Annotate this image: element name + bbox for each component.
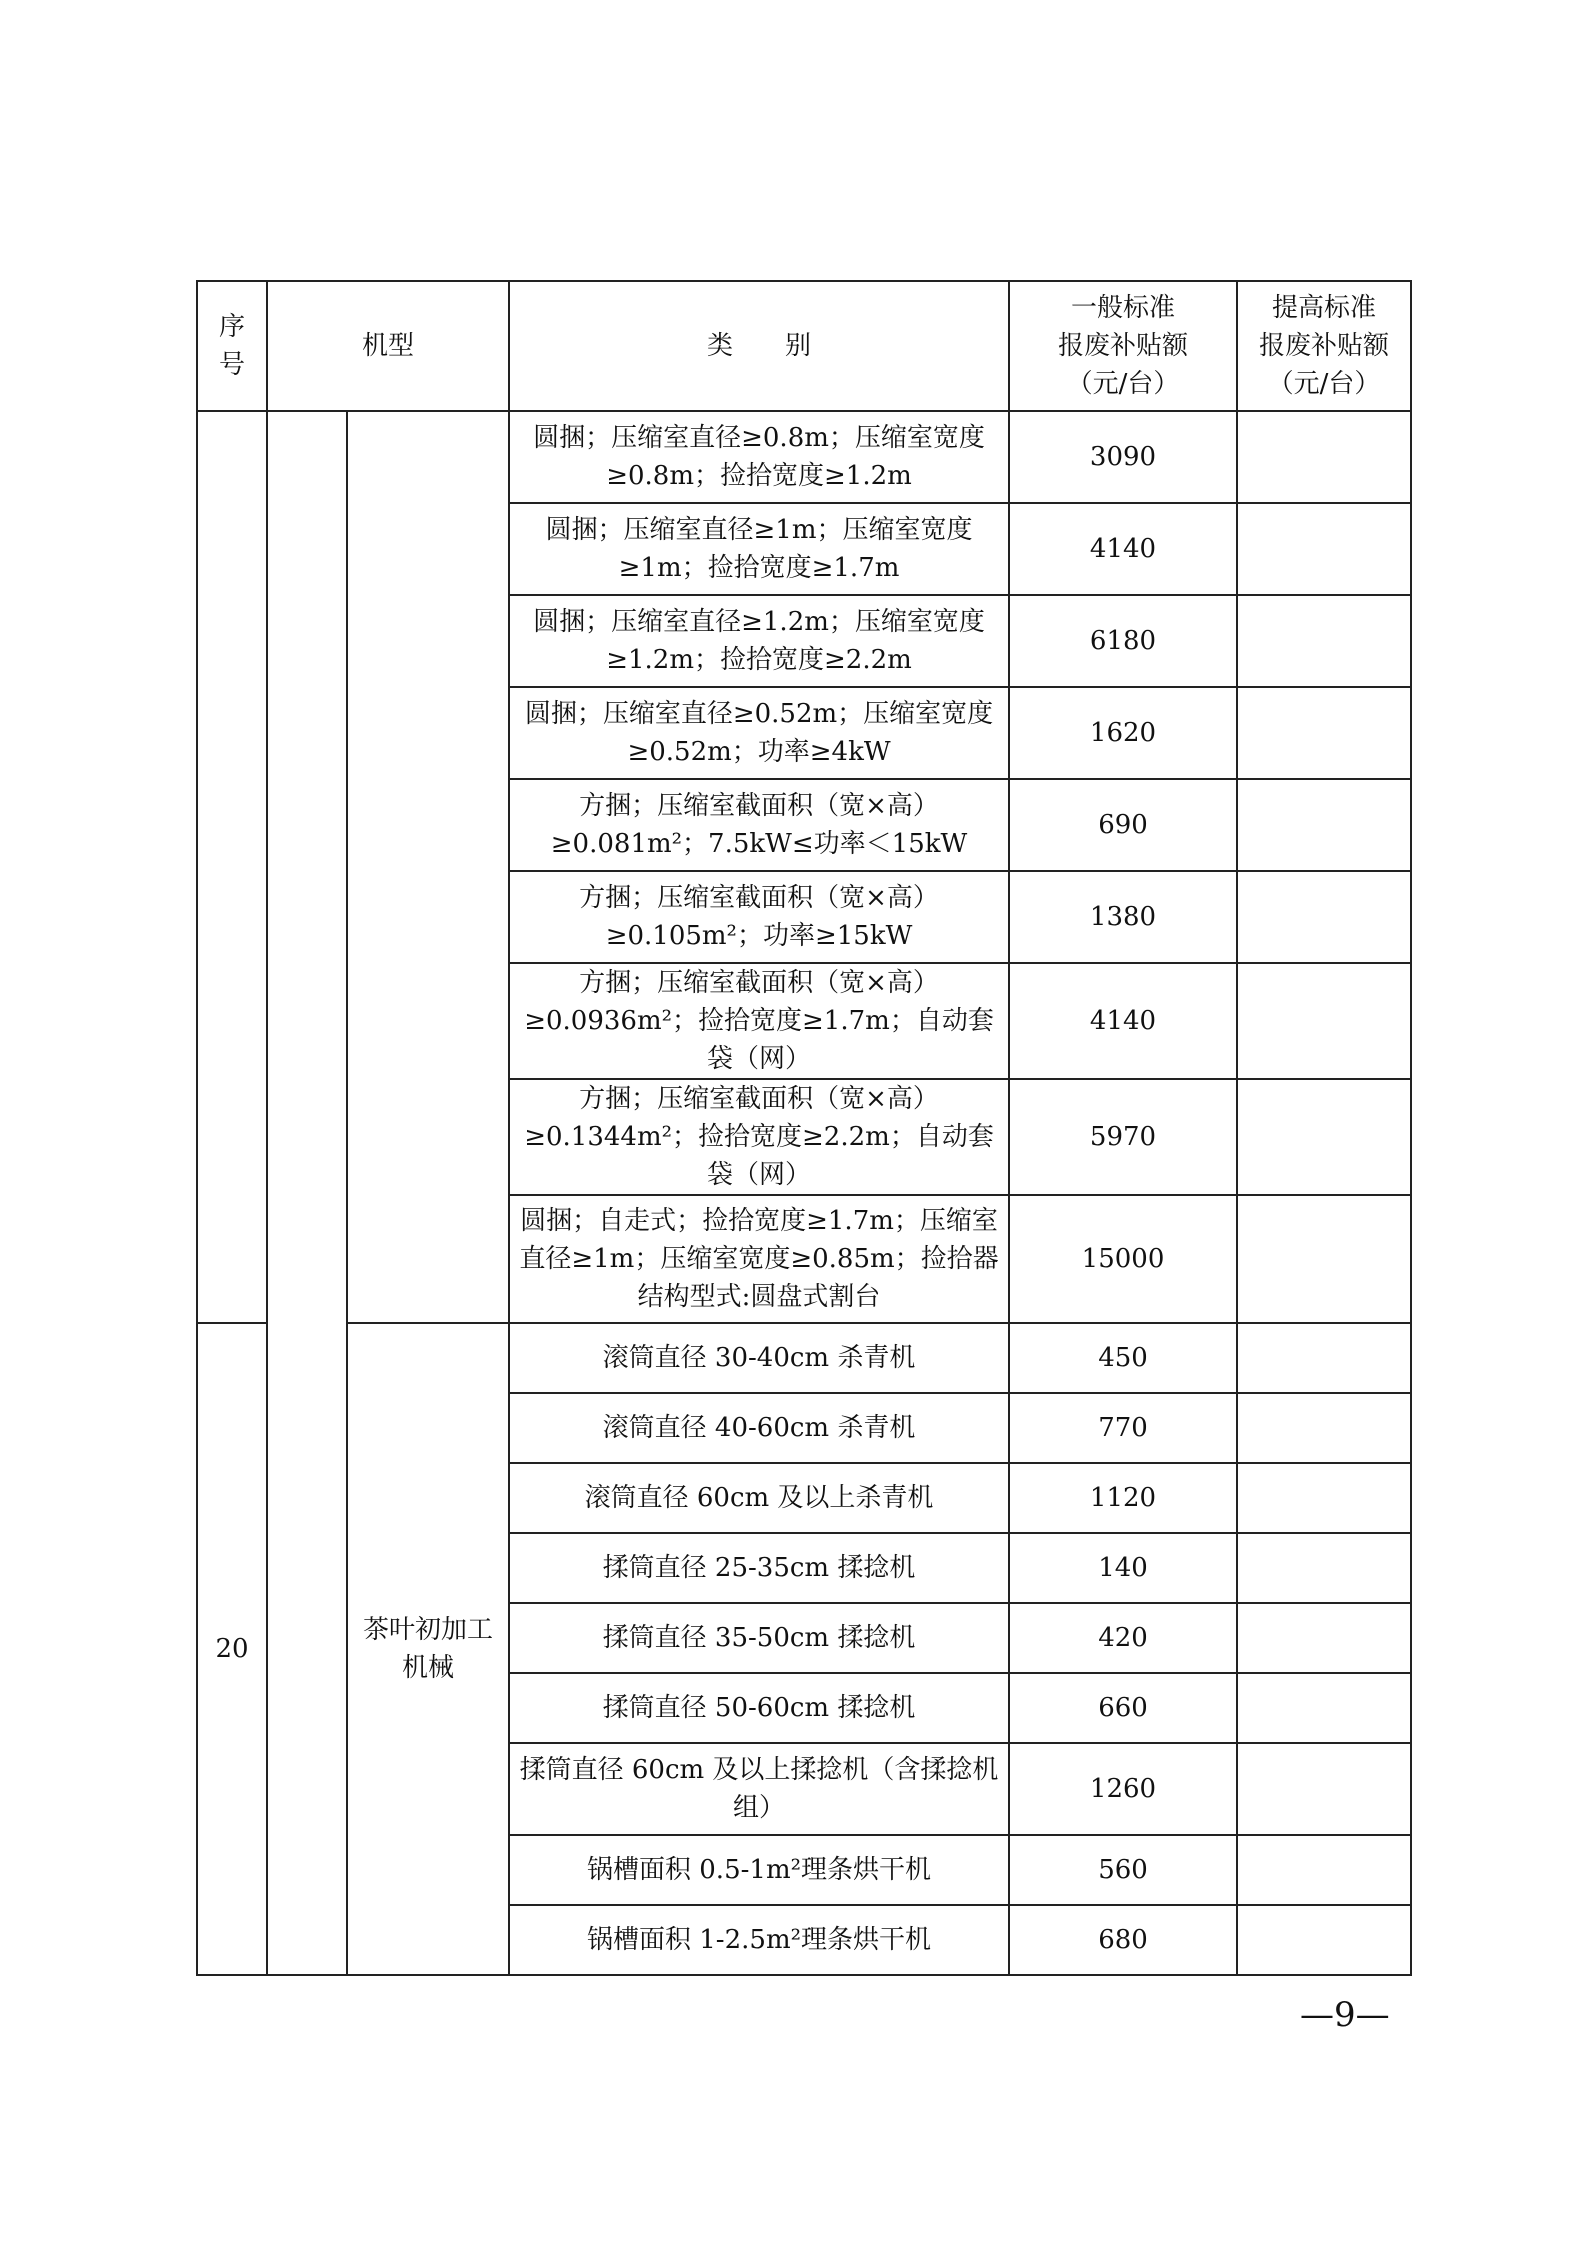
subsidy-table: [196, 280, 1412, 1976]
spacer-cell: [267, 411, 347, 1975]
raised-cell: [1237, 779, 1411, 871]
general-cell: 3090: [1009, 411, 1237, 503]
raised-cell: [1237, 1673, 1411, 1743]
category-cell: 揉筒直径 35-50cm 揉捻机: [509, 1603, 1009, 1673]
category-cell: 圆捆；压缩室直径≥0.52m；压缩室宽度≥0.52m；功率≥4kW: [509, 687, 1009, 779]
general-cell: 15000: [1009, 1195, 1237, 1323]
table-row: [197, 1323, 1411, 1393]
raised-cell: [1237, 687, 1411, 779]
raised-cell: [1237, 1603, 1411, 1673]
header-raised: 提高标准 报废补贴额 （元/台）: [1237, 281, 1411, 411]
general-cell: 450: [1009, 1323, 1237, 1393]
model-cell: 茶叶初加工机械: [347, 1323, 509, 1975]
category-cell: 滚筒直径 60cm 及以上杀青机: [509, 1463, 1009, 1533]
raised-cell: [1237, 1323, 1411, 1393]
general-cell: 5970: [1009, 1079, 1237, 1195]
raised-cell: [1237, 503, 1411, 595]
seq-cell: 20: [197, 1323, 267, 1975]
general-cell: 140: [1009, 1533, 1237, 1603]
raised-cell: [1237, 963, 1411, 1079]
raised-cell: [1237, 1835, 1411, 1905]
category-cell: 锅槽面积 0.5-1m²理条烘干机: [509, 1835, 1009, 1905]
general-cell: 1620: [1009, 687, 1237, 779]
header-row: [197, 281, 1411, 411]
raised-cell: [1237, 871, 1411, 963]
category-cell: 方捆；压缩室截面积（宽×高）≥0.081m²；7.5kW≤功率＜15kW: [509, 779, 1009, 871]
raised-cell: [1237, 1393, 1411, 1463]
category-cell: 圆捆；压缩室直径≥1m；压缩室宽度≥1m；捡拾宽度≥1.7m: [509, 503, 1009, 595]
raised-cell: [1237, 595, 1411, 687]
category-cell: 圆捆；自走式；捡拾宽度≥1.7m；压缩室直径≥1m；压缩室宽度≥0.85m；捡拾器结构型式:圆盘式割台: [509, 1195, 1009, 1323]
header-general: 一般标准 报废补贴额 （元/台）: [1009, 281, 1237, 411]
category-cell: 揉筒直径 25-35cm 揉捻机: [509, 1533, 1009, 1603]
general-cell: 1120: [1009, 1463, 1237, 1533]
category-cell: 圆捆；压缩室直径≥0.8m；压缩室宽度≥0.8m；捡拾宽度≥1.2m: [509, 411, 1009, 503]
page-number: —9—: [1300, 1995, 1390, 2035]
raised-cell: [1237, 1743, 1411, 1835]
category-cell: 方捆；压缩室截面积（宽×高）≥0.1344m²；捡拾宽度≥2.2m；自动套袋（网）: [509, 1079, 1009, 1195]
category-cell: 揉筒直径 60cm 及以上揉捻机（含揉捻机组）: [509, 1743, 1009, 1835]
category-cell: 方捆；压缩室截面积（宽×高）≥0.0936m²；捡拾宽度≥1.7m；自动套袋（网）: [509, 963, 1009, 1079]
raised-cell: [1237, 1195, 1411, 1323]
category-cell: 锅槽面积 1-2.5m²理条烘干机: [509, 1905, 1009, 1975]
category-cell: 方捆；压缩室截面积（宽×高）≥0.105m²；功率≥15kW: [509, 871, 1009, 963]
model-cell-empty: [347, 411, 509, 1323]
general-cell: 690: [1009, 779, 1237, 871]
table-row: [197, 411, 1411, 503]
header-category: 类 别: [509, 281, 1009, 411]
general-cell: 1260: [1009, 1743, 1237, 1835]
category-cell: 圆捆；压缩室直径≥1.2m；压缩室宽度≥1.2m；捡拾宽度≥2.2m: [509, 595, 1009, 687]
category-cell: 滚筒直径 30-40cm 杀青机: [509, 1323, 1009, 1393]
header-model: 机型: [267, 281, 509, 411]
raised-cell: [1237, 1079, 1411, 1195]
general-cell: 560: [1009, 1835, 1237, 1905]
general-cell: 420: [1009, 1603, 1237, 1673]
general-cell: 4140: [1009, 503, 1237, 595]
raised-cell: [1237, 411, 1411, 503]
general-cell: 4140: [1009, 963, 1237, 1079]
raised-cell: [1237, 1533, 1411, 1603]
raised-cell: [1237, 1463, 1411, 1533]
general-cell: 6180: [1009, 595, 1237, 687]
category-cell: 揉筒直径 50-60cm 揉捻机: [509, 1673, 1009, 1743]
raised-cell: [1237, 1905, 1411, 1975]
category-cell: 滚筒直径 40-60cm 杀青机: [509, 1393, 1009, 1463]
general-cell: 680: [1009, 1905, 1237, 1975]
header-seq: 序 号: [197, 281, 267, 411]
general-cell: 1380: [1009, 871, 1237, 963]
general-cell: 770: [1009, 1393, 1237, 1463]
seq-cell-empty: [197, 411, 267, 1323]
general-cell: 660: [1009, 1673, 1237, 1743]
